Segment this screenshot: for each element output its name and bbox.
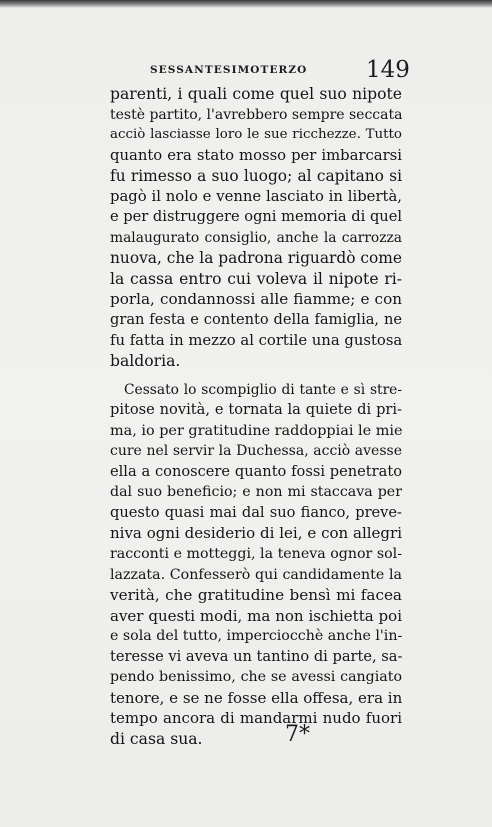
text-line: fu rimesso a suo luogo; al capitano si — [110, 167, 402, 186]
text-line: nuova, che la padrona riguardò come — [110, 249, 402, 268]
text-line: acciò lasciasse loro le sue ricchezze. Tutto — [110, 127, 402, 143]
text-line: quanto era stato mosso per imbarcarsi — [110, 146, 402, 164]
text-line: malaugurato consiglio, anche la carrozza — [110, 229, 402, 246]
text-line: pendo benissimo, che se avessi cangiato — [110, 669, 402, 686]
text-line: e sola del tutto, imperciocchè anche l'in- — [110, 628, 403, 645]
text-line: niva ogni desiderio di lei, e con allegri — [110, 524, 402, 543]
text-line: fu fatta in mezzo al cortile una gustosa — [110, 331, 403, 349]
text-line: lazzata. Confesserò qui candidamente la — [110, 566, 402, 583]
text-line: pitose novità, e tornata la quiete di pri- — [110, 401, 402, 419]
text-line: teresse vi aveva un tantino di parte, sa- — [110, 647, 403, 665]
text-line: tempo ancora di mandarmi nudo fuori — [110, 709, 402, 728]
text-line: tenore, e se ne fosse ella offesa, era in — [110, 688, 403, 707]
text-line: Cessato lo scompiglio di tante e sì stre- — [124, 381, 402, 398]
text-line: cure nel servir la Duchessa, acciò avesse — [110, 443, 402, 460]
text-line: la cassa entro cui voleva il nipote ri- — [110, 269, 402, 288]
text-line: testè partito, l'avrebbero sempre seccata — [110, 106, 403, 123]
text-line: dal suo beneficio; e non mi staccava per — [110, 484, 402, 501]
text-line: porla, condannossi alle fiamme; e con — [110, 290, 402, 309]
paragraph — [110, 380, 402, 750]
paragraph-gap — [110, 372, 402, 380]
text-line: questo quasi mai dal suo fianco, preve- — [110, 503, 402, 521]
text-line: e per distruggere ogni memoria di quel — [110, 208, 402, 226]
text-line: aver questi modi, ma non ischietta poi — [110, 606, 402, 625]
text-line: ella a conoscere quanto fossi penetrato — [110, 462, 402, 480]
text-line: parenti, i quali come quel suo nipote — [110, 85, 402, 103]
paragraph — [110, 84, 402, 372]
text-line: verità, che gratitudine bensì mi facea — [110, 586, 402, 605]
text-line: baldoria. — [110, 352, 181, 371]
body-text — [110, 84, 402, 750]
text-line: ma, io per gratitudine raddoppiai le mie — [110, 422, 403, 439]
text-line: di casa sua. — [110, 729, 203, 748]
page-number: 149 — [366, 57, 410, 83]
page-top-edge — [0, 0, 492, 8]
text-line: racconti e motteggi, la teneva ognor sol- — [110, 546, 402, 563]
signature-mark: 7* — [285, 722, 310, 747]
running-title: SESSANTESIMOTERZO — [150, 64, 308, 76]
text-line: gran festa e contento della famiglia, ne — [110, 311, 402, 329]
text-line: pagò il nolo e venne lasciato in libertà, — [110, 187, 402, 205]
